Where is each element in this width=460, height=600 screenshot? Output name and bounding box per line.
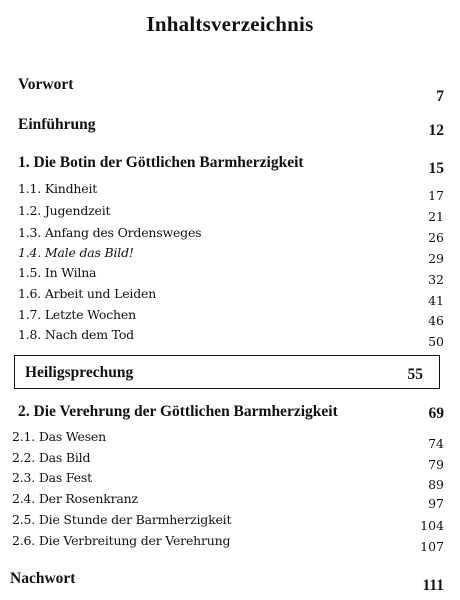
toc-entry-label: 2.3. Das Fest <box>12 470 92 485</box>
toc-entry-page: 46 <box>428 313 444 328</box>
toc-entry-page: 97 <box>428 496 444 511</box>
toc-entry-page: 32 <box>428 272 444 287</box>
toc-entry-label: Heiligsprechung <box>25 364 134 381</box>
toc-entry-page: 107 <box>420 539 444 554</box>
toc-entry-page: 29 <box>428 251 444 266</box>
toc-entry-page: 104 <box>420 518 444 533</box>
toc-entry-page: 7 <box>436 88 444 105</box>
toc-highlight-box <box>14 355 440 389</box>
toc-entry-label: 2.5. Die Stunde der Barmherzigkeit <box>12 512 232 527</box>
toc-entry-page: 89 <box>428 477 444 492</box>
toc-entry-page: 69 <box>428 405 444 422</box>
toc-entry-page: 26 <box>428 230 444 245</box>
toc-entry-label: 2.4. Der Rosenkranz <box>12 491 138 506</box>
toc-entry-label: 1.6. Arbeit und Leiden <box>18 286 157 301</box>
toc-entry-page: 41 <box>428 293 444 308</box>
toc-entry-page: 50 <box>428 334 444 349</box>
toc-entry-page: 17 <box>428 188 444 203</box>
toc-entry-page: 12 <box>428 122 444 139</box>
toc-entry-label: 1. Die Botin der Göttlichen Barmherzigkeit <box>18 154 304 171</box>
toc-entry-page: 111 <box>422 577 444 594</box>
toc-entry-label: 1.8. Nach dem Tod <box>18 327 134 342</box>
page-title: Inhaltsverzeichnis <box>146 12 314 36</box>
toc-entry-label: 2.2. Das Bild <box>12 450 91 465</box>
toc-entry-label: 1.1. Kindheit <box>18 181 98 196</box>
toc-entry-page: 15 <box>428 160 444 177</box>
toc-entry-page: 21 <box>428 209 444 224</box>
toc-entry-label: 1.3. Anfang des Ordensweges <box>18 225 202 240</box>
toc-entry-label: 2.6. Die Verbreitung der Verehrung <box>12 533 231 548</box>
toc-entry-label: 1.5. In Wilna <box>18 265 97 280</box>
toc-entry-label: Nachwort <box>10 570 76 587</box>
toc-entry-page: 55 <box>407 366 423 383</box>
toc-entry-label: Vorwort <box>18 76 74 93</box>
toc-entry-label: 2.1. Das Wesen <box>12 429 106 444</box>
toc-entry-label: 2. Die Verehrung der Göttlichen Barmherzigkeit <box>18 403 338 420</box>
toc-entry-label: 1.2. Jugendzeit <box>18 203 111 218</box>
toc-entry-label: 1.7. Letzte Wochen <box>18 307 136 322</box>
toc-entry-label: 1.4. Male das Bild! <box>18 245 134 260</box>
toc-entry-label: Einführung <box>18 116 96 133</box>
toc-entry-page: 79 <box>428 457 444 472</box>
toc-entry-page: 74 <box>428 436 444 451</box>
